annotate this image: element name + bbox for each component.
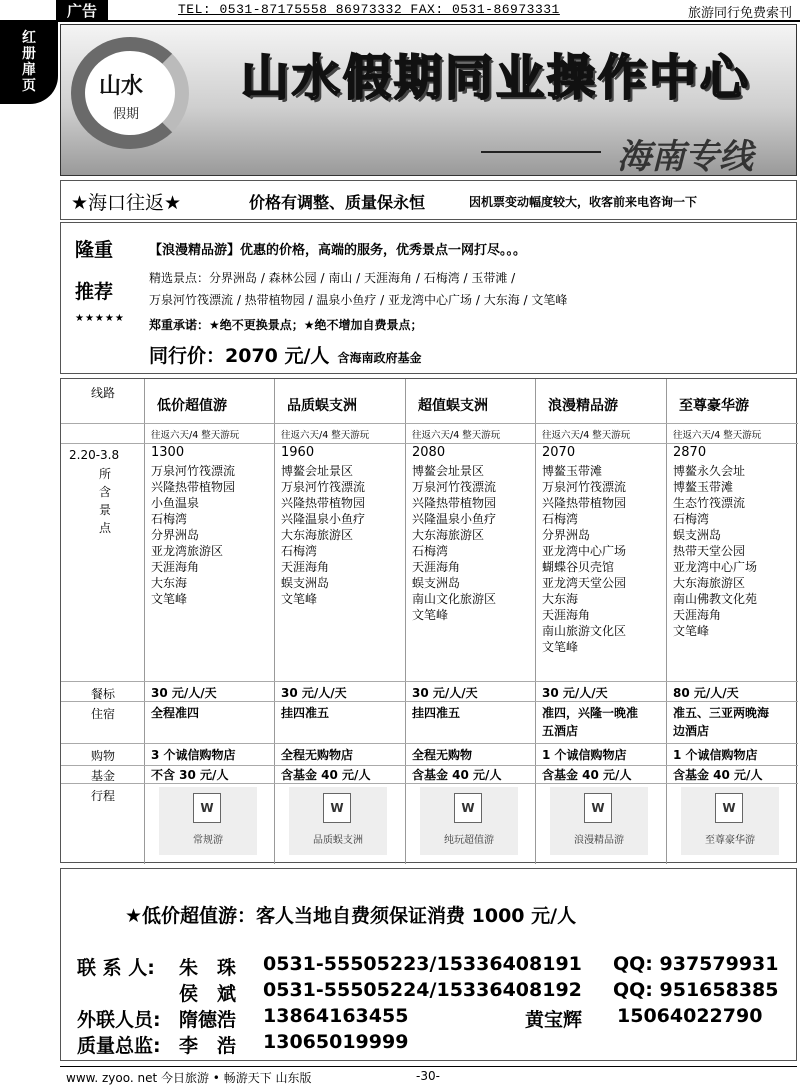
sight-item: 兴隆温泉小鱼疗 [281, 512, 366, 526]
recommend-sights: 万泉河竹筏漂流 / 热带植物园 / 温泉小鱼疗 / 亚龙湾中心广场 / 大东海 / 文笔峰 [149, 293, 568, 307]
sight-item: 亚龙湾中心广场 [542, 544, 627, 558]
itinerary-doc[interactable] [420, 787, 518, 855]
shop-value: 全程无购物店 [281, 748, 354, 762]
route-bar [60, 180, 797, 220]
side-tab-char: 册 [22, 46, 36, 62]
product-name: 浪漫精品游 [548, 398, 618, 414]
grid-line [535, 379, 536, 864]
sight-item: 南山佛教文化苑 [673, 592, 758, 606]
product-days: 往返六天/4 整天游玩 [281, 430, 370, 441]
itinerary-doc[interactable] [681, 787, 779, 855]
product-price: 2870 [673, 445, 707, 460]
side-tab-char: 页 [22, 78, 36, 94]
publication-note: 旅游同行免费索刊 [687, 6, 792, 21]
sight-list [542, 463, 626, 655]
contact-name: 侯 斌 [179, 983, 237, 1005]
sight-item: 天涯海角 [151, 560, 200, 574]
sight-item: 大东海旅游区 [281, 528, 354, 542]
itinerary-doc-caption: 浪漫精品游 [574, 835, 624, 846]
grid-line [61, 681, 798, 682]
grid-line [144, 379, 145, 864]
sight-item: 兴隆热带植物园 [542, 496, 627, 510]
sight-item: 南山文化旅游区 [412, 592, 497, 606]
banner-dash [481, 151, 601, 153]
meal-value: 30 元/人/天 [412, 686, 478, 700]
sight-item: 石梅湾 [151, 512, 188, 526]
sight-item: 大东海 [151, 576, 188, 590]
side-tab-char: 扉 [22, 62, 36, 78]
itinerary-doc-caption: 至尊豪华游 [705, 835, 755, 846]
sight-item: 石梅湾 [281, 544, 318, 558]
contact-name: 黄宝辉 [525, 1009, 583, 1031]
shop-value: 全程无购物 [412, 748, 473, 762]
sight-item: 生态竹筏漂流 [673, 496, 746, 510]
contact-phone: 0531-55505223/15336408191 [263, 953, 582, 975]
grid-line [61, 783, 798, 784]
product-price: 1300 [151, 445, 185, 460]
grid-line [274, 379, 275, 864]
hotel-value: 全程准四 [151, 706, 200, 720]
product-days: 往返六天/4 整天游玩 [542, 430, 631, 441]
banner-title: 山水假期同业操作中心 [241, 50, 752, 106]
sight-item: 分界洲岛 [151, 528, 200, 542]
meal-value: 30 元/人/天 [281, 686, 347, 700]
sight-item: 兴隆热带植物园 [412, 496, 497, 510]
fund-value: 含基金 40 元/人 [542, 768, 632, 782]
sight-item: 蜈支洲岛 [412, 576, 461, 590]
itinerary-doc-caption: 品质蜈支洲 [313, 835, 363, 846]
contact-phone: 13065019999 [263, 1031, 409, 1053]
product-name: 品质蜈支洲 [287, 398, 357, 414]
itinerary-label: 行程 [91, 789, 116, 803]
contact-name: 李 浩 [179, 1035, 237, 1057]
fund-value: 含基金 40 元/人 [412, 768, 502, 782]
fund-label: 基金 [91, 769, 116, 783]
logo-sub: 假期 [113, 107, 140, 122]
meal-value: 30 元/人/天 [542, 686, 608, 700]
footer-site[interactable]: www. zyoo. net 今日旅游 • 畅游天下 山东版 [66, 1071, 312, 1085]
grid-line [61, 423, 798, 424]
sight-list [412, 463, 496, 623]
sight-item: 石梅湾 [412, 544, 449, 558]
product-price: 1960 [281, 445, 315, 460]
grid-line [405, 379, 406, 864]
sight-item: 万泉河竹筏漂流 [281, 480, 366, 494]
contact-name: 隋德浩 [179, 1009, 237, 1031]
recommend-sights: 精选景点：分界洲岛 / 森林公园 / 南山 / 天涯海角 / 石梅湾 / 玉带滩 / [149, 271, 516, 285]
hotel-value: 边酒店 [673, 724, 710, 738]
sight-item: 万泉河竹筏漂流 [542, 480, 627, 494]
contact-phone: 15064022790 [617, 1005, 763, 1027]
grid-line [61, 743, 798, 744]
sights-label-char: 含 [99, 485, 112, 499]
budget-claim: ★低价超值游：客人当地自费须保证消费 1000 元/人 [125, 905, 577, 927]
sight-list [281, 463, 365, 607]
word-doc-icon[interactable]: W [454, 793, 482, 823]
meal-value: 80 元/人/天 [673, 686, 739, 700]
contact-box [60, 868, 797, 1061]
ad-label: 广告 [56, 0, 108, 22]
hotel-value: 准四，兴隆一晚准 [542, 706, 639, 720]
recommend-lead: 【浪漫精品游】优惠的价格，高端的服务，优秀景点一网打尽。。。 [149, 243, 527, 258]
sight-item: 文笔峰 [542, 640, 579, 654]
route-note: 因机票变动幅度较大，收客前来电咨询一下 [469, 195, 698, 209]
word-doc-icon[interactable]: W [715, 793, 743, 823]
contact-qq: QQ: 951658385 [613, 979, 779, 1001]
sight-item: 文笔峰 [412, 608, 449, 622]
sight-item: 博鳌玉带滩 [673, 480, 734, 494]
sight-item: 博鳌玉带滩 [542, 464, 603, 478]
sight-list [151, 463, 235, 607]
grid-line [61, 765, 798, 766]
fund-value: 不含 30 元/人 [151, 768, 229, 782]
sight-item: 博鳌永久会址 [673, 464, 746, 478]
sight-item: 兴隆温泉小鱼疗 [412, 512, 497, 526]
sight-item: 小鱼温泉 [151, 496, 200, 510]
route-title: ★海口往返★ [71, 192, 182, 214]
sight-item: 博鳌会址景区 [281, 464, 354, 478]
shop-value: 1 个诚信购物店 [542, 748, 627, 762]
header-banner [60, 24, 797, 176]
date-range: 2.20-3.8 [69, 448, 120, 462]
top-bar [0, 0, 800, 22]
sight-item: 热带天堂公园 [673, 544, 746, 558]
product-price: 2080 [412, 445, 446, 460]
sight-item: 文笔峰 [673, 624, 710, 638]
contact-name: 朱 珠 [179, 957, 237, 979]
sight-item: 分界洲岛 [542, 528, 591, 542]
hotel-value: 准五、三亚两晚海 [673, 706, 770, 720]
contact-phone: 13864163455 [263, 1005, 409, 1027]
product-days: 往返六天/4 整天游玩 [151, 430, 240, 441]
contact-qq: QQ: 937579931 [613, 953, 779, 975]
product-days: 往返六天/4 整天游玩 [673, 430, 762, 441]
route-slogan: 价格有调整、质量保永恒 [249, 193, 426, 212]
contact-line: TEL: 0531-87175558 86973332 FAX: 0531-86973331 [178, 2, 560, 17]
sight-item: 天涯海角 [412, 560, 461, 574]
hotel-value: 五酒店 [542, 724, 579, 738]
ext-label: 外联人员: [77, 1009, 161, 1031]
product-name: 低价超值游 [157, 398, 227, 414]
logo-text: 山水 [99, 73, 144, 99]
hotel-value: 挂四准五 [281, 706, 330, 720]
sight-item: 亚龙湾天堂公园 [542, 576, 627, 590]
contact-phone: 0531-55505224/15336408192 [263, 979, 582, 1001]
sight-item: 亚龙湾中心广场 [673, 560, 758, 574]
sights-label-char: 所 [99, 467, 112, 481]
sight-item: 蜈支洲岛 [673, 528, 722, 542]
sight-item: 万泉河竹筏漂流 [412, 480, 497, 494]
sight-item: 大东海 [542, 592, 579, 606]
sight-item: 文笔峰 [281, 592, 318, 606]
word-doc-icon[interactable]: W [323, 793, 351, 823]
shop-value: 3 个诚信购物店 [151, 748, 236, 762]
banner-subtitle: 海南专线 [617, 137, 753, 176]
shop-value: 1 个诚信购物店 [673, 748, 758, 762]
sight-item: 博鳌会址景区 [412, 464, 485, 478]
shop-label: 购物 [91, 749, 116, 763]
sight-item: 万泉河竹筏漂流 [151, 464, 236, 478]
word-doc-icon[interactable]: W [584, 793, 612, 823]
product-name: 至尊豪华游 [679, 398, 749, 414]
sight-item: 石梅湾 [673, 512, 710, 526]
logo [69, 33, 217, 157]
sights-label [99, 465, 113, 537]
footer [60, 1066, 797, 1084]
product-name: 超值蜈支洲 [418, 398, 488, 414]
grid-line [61, 701, 798, 702]
sight-item: 兴隆热带植物园 [281, 496, 366, 510]
grid-line [666, 379, 667, 864]
recommend-promise: 郑重承诺：★绝不更换景点；★绝不增加自费景点； [149, 318, 423, 332]
recommend-stars: ★★★★★ [75, 313, 125, 324]
product-days: 往返六天/4 整天游玩 [412, 430, 501, 441]
itinerary-doc-caption: 常规游 [193, 835, 223, 846]
sight-item: 石梅湾 [542, 512, 579, 526]
price-text: 同行价：2070 元/人 [149, 345, 330, 367]
qc-label: 质量总监: [77, 1035, 161, 1057]
product-price: 2070 [542, 445, 576, 460]
fund-value: 含基金 40 元/人 [673, 768, 763, 782]
sight-item: 天涯海角 [673, 608, 722, 622]
itinerary-doc-caption: 纯玩超值游 [444, 835, 494, 846]
sight-item: 蝴蝶谷贝壳馆 [542, 560, 615, 574]
recommend-label: 隆重 [75, 239, 114, 261]
recommend-price [149, 341, 421, 368]
sight-list [673, 463, 757, 639]
price-note: 含海南政府基金 [337, 351, 422, 365]
sight-item: 蜈支洲岛 [281, 576, 330, 590]
recommend-box [60, 222, 797, 374]
hotel-value: 挂四准五 [412, 706, 461, 720]
hotel-label: 住宿 [91, 707, 116, 721]
recommend-label: 推荐 [75, 281, 114, 303]
contact-label: 联 系 人: [77, 957, 155, 979]
side-tab [0, 22, 58, 104]
fund-value: 含基金 40 元/人 [281, 768, 371, 782]
meal-value: 30 元/人/天 [151, 686, 217, 700]
route-col-label: 线路 [91, 386, 116, 400]
sight-item: 文笔峰 [151, 592, 188, 606]
page-number: -30- [416, 1069, 440, 1083]
sight-item: 天涯海角 [281, 560, 330, 574]
sights-label-char: 点 [99, 521, 112, 535]
meal-label: 餐标 [91, 687, 116, 701]
sight-item: 大东海旅游区 [412, 528, 485, 542]
itinerary-doc[interactable] [159, 787, 257, 855]
product-table [60, 378, 797, 863]
sight-item: 南山旅游文化区 [542, 624, 627, 638]
side-tab-char: 红 [22, 30, 36, 46]
sight-item: 亚龙湾旅游区 [151, 544, 224, 558]
grid-line [61, 443, 798, 444]
sights-label-char: 景 [99, 503, 112, 517]
sight-item: 兴隆热带植物园 [151, 480, 236, 494]
itinerary-doc[interactable] [550, 787, 648, 855]
itinerary-doc[interactable] [289, 787, 387, 855]
sight-item: 大东海旅游区 [673, 576, 746, 590]
word-doc-icon[interactable]: W [193, 793, 221, 823]
sight-item: 天涯海角 [542, 608, 591, 622]
